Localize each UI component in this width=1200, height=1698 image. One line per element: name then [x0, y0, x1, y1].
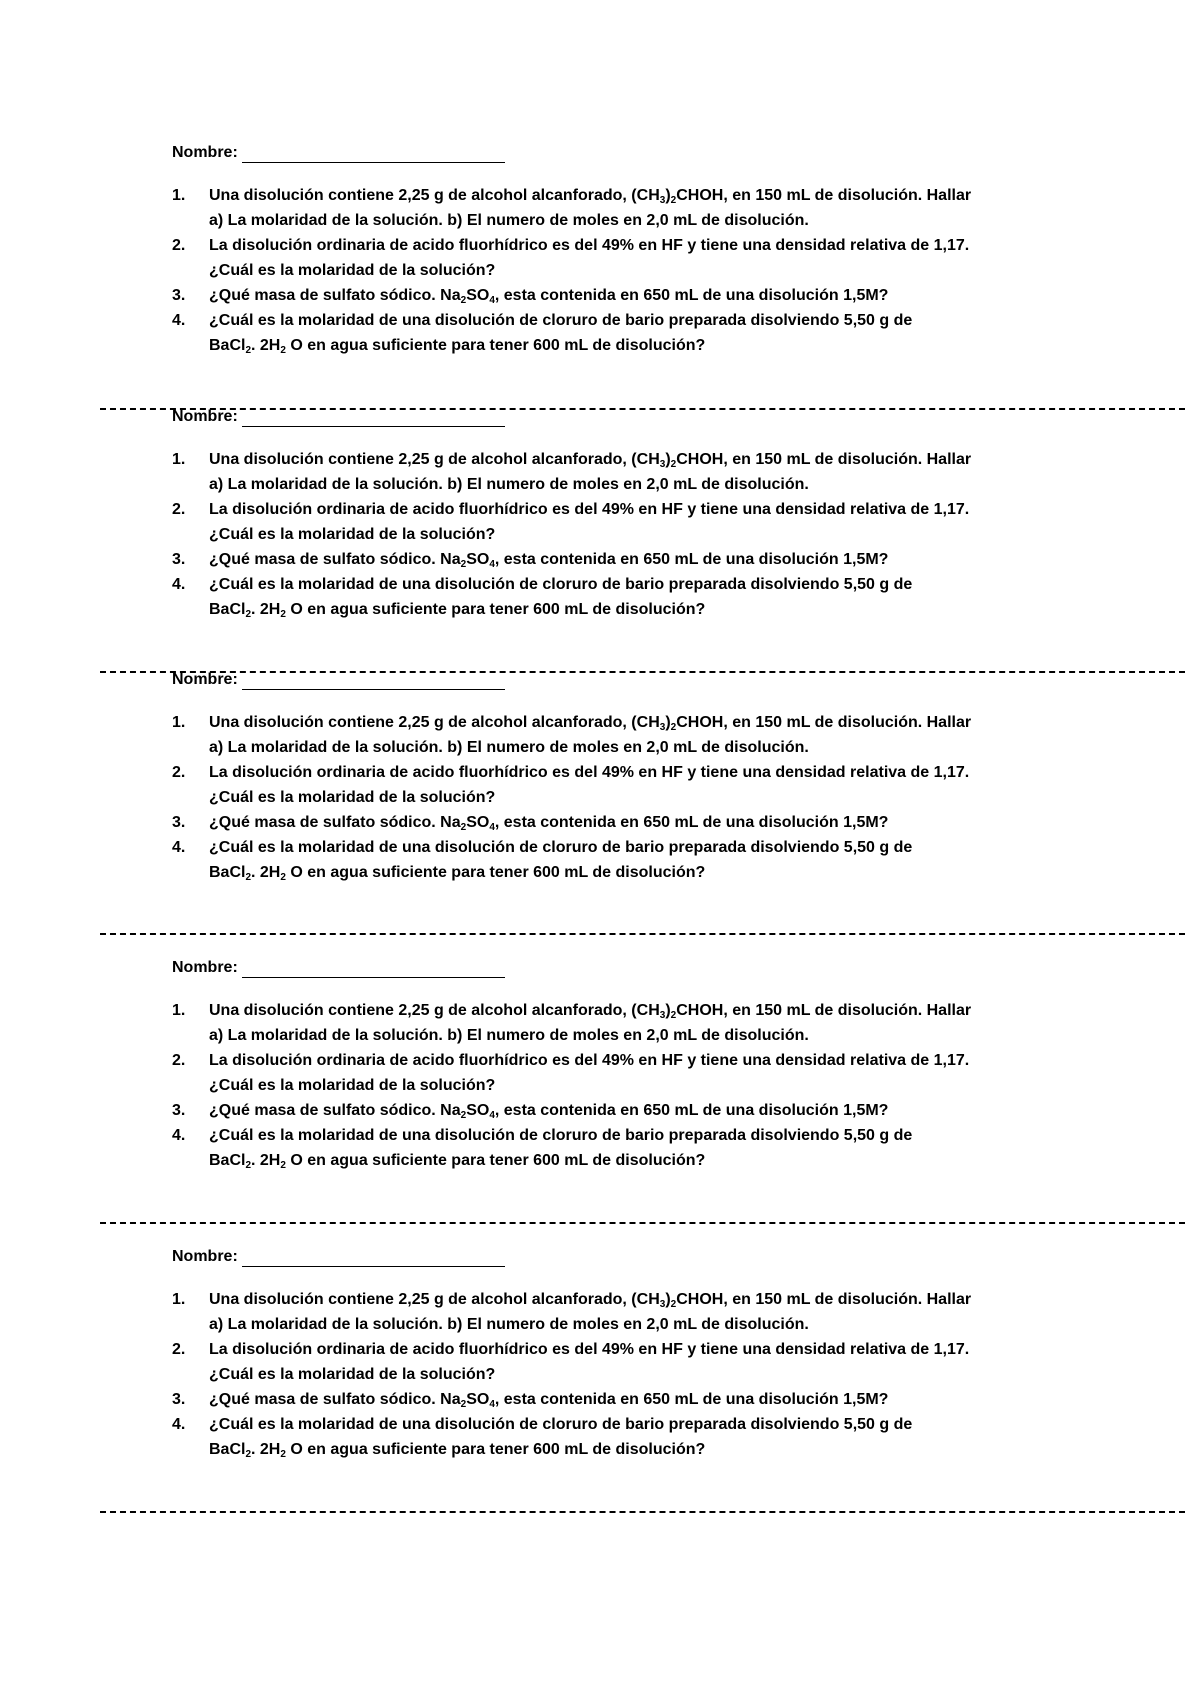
question-text-line: La disolución ordinaria de acido fluorhídrico es del 49% en HF y tiene una densidad relativa de 1,17.	[209, 501, 970, 518]
question-number: 4.	[172, 576, 186, 593]
name-field-row	[172, 143, 1072, 163]
name-label: Nombre:	[172, 1248, 238, 1265]
name-blank-line[interactable]	[242, 145, 505, 163]
question-2	[172, 1048, 1072, 1098]
name-field-row	[172, 407, 1072, 427]
question-3	[172, 547, 1072, 572]
question-3	[172, 810, 1072, 835]
question-2	[172, 760, 1072, 810]
question-list	[172, 710, 1072, 885]
question-text-line: ¿Cuál es la molaridad de la solución?	[209, 526, 496, 543]
name-field-row	[172, 670, 1072, 690]
question-4	[172, 308, 1072, 358]
name-label: Nombre:	[172, 144, 238, 161]
question-number: 4.	[172, 839, 186, 856]
question-text-line: BaCl$_2$. $2H_2$ O en agua suficiente para tener 600 mL de disolución?	[209, 864, 706, 883]
question-number: 4.	[172, 1127, 186, 1144]
question-number: 1.	[172, 1291, 186, 1308]
question-text-line: a) La molaridad de la solución. b) El numero de moles en 2,0 mL de disolución.	[209, 476, 809, 493]
question-1	[172, 183, 1072, 233]
question-number: 3.	[172, 814, 186, 831]
question-3	[172, 1098, 1072, 1123]
question-number: 3.	[172, 1391, 186, 1408]
question-text-line: ¿Cuál es la molaridad de una disolución de cloruro de bario preparada disolviendo 5,50 g de	[209, 1416, 913, 1433]
question-text-line: Una disolución contiene 2,25 g de alcohol alcanforado, $(CH_3)_2CHOH$, en 150 mL de disolución. Hallar	[209, 1002, 972, 1021]
question-4	[172, 1412, 1072, 1462]
name-blank-line[interactable]	[242, 409, 505, 427]
cut-line	[100, 933, 1185, 935]
question-text-line: ¿Qué masa de sulfato sódico. $Na_2SO_4$, esta contenida en 650 mL de una disolución 1,5M?	[209, 551, 889, 570]
question-text-line: La disolución ordinaria de acido fluorhídrico es del 49% en HF y tiene una densidad relativa de 1,17.	[209, 764, 970, 781]
question-text-line: ¿Cuál es la molaridad de la solución?	[209, 1077, 496, 1094]
question-text-line: BaCl$_2$. $2H_2$ O en agua suficiente para tener 600 mL de disolución?	[209, 601, 706, 620]
question-number: 3.	[172, 287, 186, 304]
question-text-line: ¿Qué masa de sulfato sódico. $Na_2SO_4$, esta contenida en 650 mL de una disolución 1,5M?	[209, 1102, 889, 1121]
question-number: 1.	[172, 714, 186, 731]
question-4	[172, 572, 1072, 622]
question-text-line: Una disolución contiene 2,25 g de alcohol alcanforado, $(CH_3)_2CHOH$, en 150 mL de disolución. Hallar	[209, 451, 972, 470]
question-3	[172, 283, 1072, 308]
question-number: 4.	[172, 1416, 186, 1433]
cut-line	[100, 1511, 1185, 1513]
question-1	[172, 998, 1072, 1048]
question-number: 2.	[172, 237, 186, 254]
question-2	[172, 497, 1072, 547]
question-1	[172, 1287, 1072, 1337]
question-text-line: a) La molaridad de la solución. b) El numero de moles en 2,0 mL de disolución.	[209, 739, 809, 756]
worksheet-block-4	[172, 958, 1072, 1173]
question-text-line: ¿Cuál es la molaridad de la solución?	[209, 1366, 496, 1383]
question-number: 2.	[172, 1341, 186, 1358]
name-label: Nombre:	[172, 408, 238, 425]
question-text-line: La disolución ordinaria de acido fluorhídrico es del 49% en HF y tiene una densidad relativa de 1,17.	[209, 237, 970, 254]
question-text-line: ¿Qué masa de sulfato sódico. $Na_2SO_4$, esta contenida en 650 mL de una disolución 1,5M?	[209, 814, 889, 833]
question-number: 3.	[172, 1102, 186, 1119]
question-text-line: BaCl$_2$. $2H_2$ O en agua suficiente para tener 600 mL de disolución?	[209, 337, 706, 356]
worksheet-block-1	[172, 143, 1072, 358]
question-text-line: ¿Cuál es la molaridad de la solución?	[209, 262, 496, 279]
question-text-line: Una disolución contiene 2,25 g de alcohol alcanforado, $(CH_3)_2CHOH$, en 150 mL de disolución. Hallar	[209, 187, 972, 206]
question-text-line: ¿Cuál es la molaridad de la solución?	[209, 789, 496, 806]
name-label: Nombre:	[172, 959, 238, 976]
question-list	[172, 183, 1072, 358]
question-number: 2.	[172, 764, 186, 781]
question-text-line: a) La molaridad de la solución. b) El numero de moles en 2,0 mL de disolución.	[209, 212, 809, 229]
question-text-line: La disolución ordinaria de acido fluorhídrico es del 49% en HF y tiene una densidad relativa de 1,17.	[209, 1052, 970, 1069]
question-1	[172, 710, 1072, 760]
question-number: 1.	[172, 451, 186, 468]
question-number: 1.	[172, 1002, 186, 1019]
question-number: 2.	[172, 501, 186, 518]
name-blank-line[interactable]	[242, 960, 505, 978]
worksheet-block-5	[172, 1247, 1072, 1462]
question-text-line: Una disolución contiene 2,25 g de alcohol alcanforado, $(CH_3)_2CHOH$, en 150 mL de disolución. Hallar	[209, 714, 972, 733]
worksheet-block-2	[172, 407, 1072, 622]
name-blank-line[interactable]	[242, 1249, 505, 1267]
question-2	[172, 233, 1072, 283]
question-1	[172, 447, 1072, 497]
question-text-line: a) La molaridad de la solución. b) El numero de moles en 2,0 mL de disolución.	[209, 1316, 809, 1333]
question-number: 4.	[172, 312, 186, 329]
question-4	[172, 1123, 1072, 1173]
question-number: 3.	[172, 551, 186, 568]
question-text-line: Una disolución contiene 2,25 g de alcohol alcanforado, $(CH_3)_2CHOH$, en 150 mL de disolución. Hallar	[209, 1291, 972, 1310]
cut-line	[100, 1222, 1185, 1224]
question-number: 1.	[172, 187, 186, 204]
question-4	[172, 835, 1072, 885]
question-text-line: ¿Cuál es la molaridad de una disolución de cloruro de bario preparada disolviendo 5,50 g de	[209, 839, 913, 856]
question-text-line: BaCl$_2$. $2H_2$ O en agua suficiente para tener 600 mL de disolución?	[209, 1441, 706, 1460]
name-blank-line[interactable]	[242, 672, 505, 690]
question-3	[172, 1387, 1072, 1412]
question-list	[172, 447, 1072, 622]
question-number: 2.	[172, 1052, 186, 1069]
name-field-row	[172, 958, 1072, 978]
question-text-line: ¿Cuál es la molaridad de una disolución de cloruro de bario preparada disolviendo 5,50 g de	[209, 576, 913, 593]
question-text-line: ¿Cuál es la molaridad de una disolución de cloruro de bario preparada disolviendo 5,50 g de	[209, 312, 913, 329]
question-text-line: a) La molaridad de la solución. b) El numero de moles en 2,0 mL de disolución.	[209, 1027, 809, 1044]
question-text-line: BaCl$_2$. $2H_2$ O en agua suficiente para tener 600 mL de disolución?	[209, 1152, 706, 1171]
worksheet-block-3	[172, 670, 1072, 885]
question-list	[172, 998, 1072, 1173]
question-text-line: ¿Cuál es la molaridad de una disolución de cloruro de bario preparada disolviendo 5,50 g de	[209, 1127, 913, 1144]
question-text-line: ¿Qué masa de sulfato sódico. $Na_2SO_4$, esta contenida en 650 mL de una disolución 1,5M?	[209, 1391, 889, 1410]
question-text-line: ¿Qué masa de sulfato sódico. $Na_2SO_4$, esta contenida en 650 mL de una disolución 1,5M?	[209, 287, 889, 306]
name-field-row	[172, 1247, 1072, 1267]
question-text-line: La disolución ordinaria de acido fluorhídrico es del 49% en HF y tiene una densidad relativa de 1,17.	[209, 1341, 970, 1358]
question-2	[172, 1337, 1072, 1387]
question-list	[172, 1287, 1072, 1462]
name-label: Nombre:	[172, 671, 238, 688]
